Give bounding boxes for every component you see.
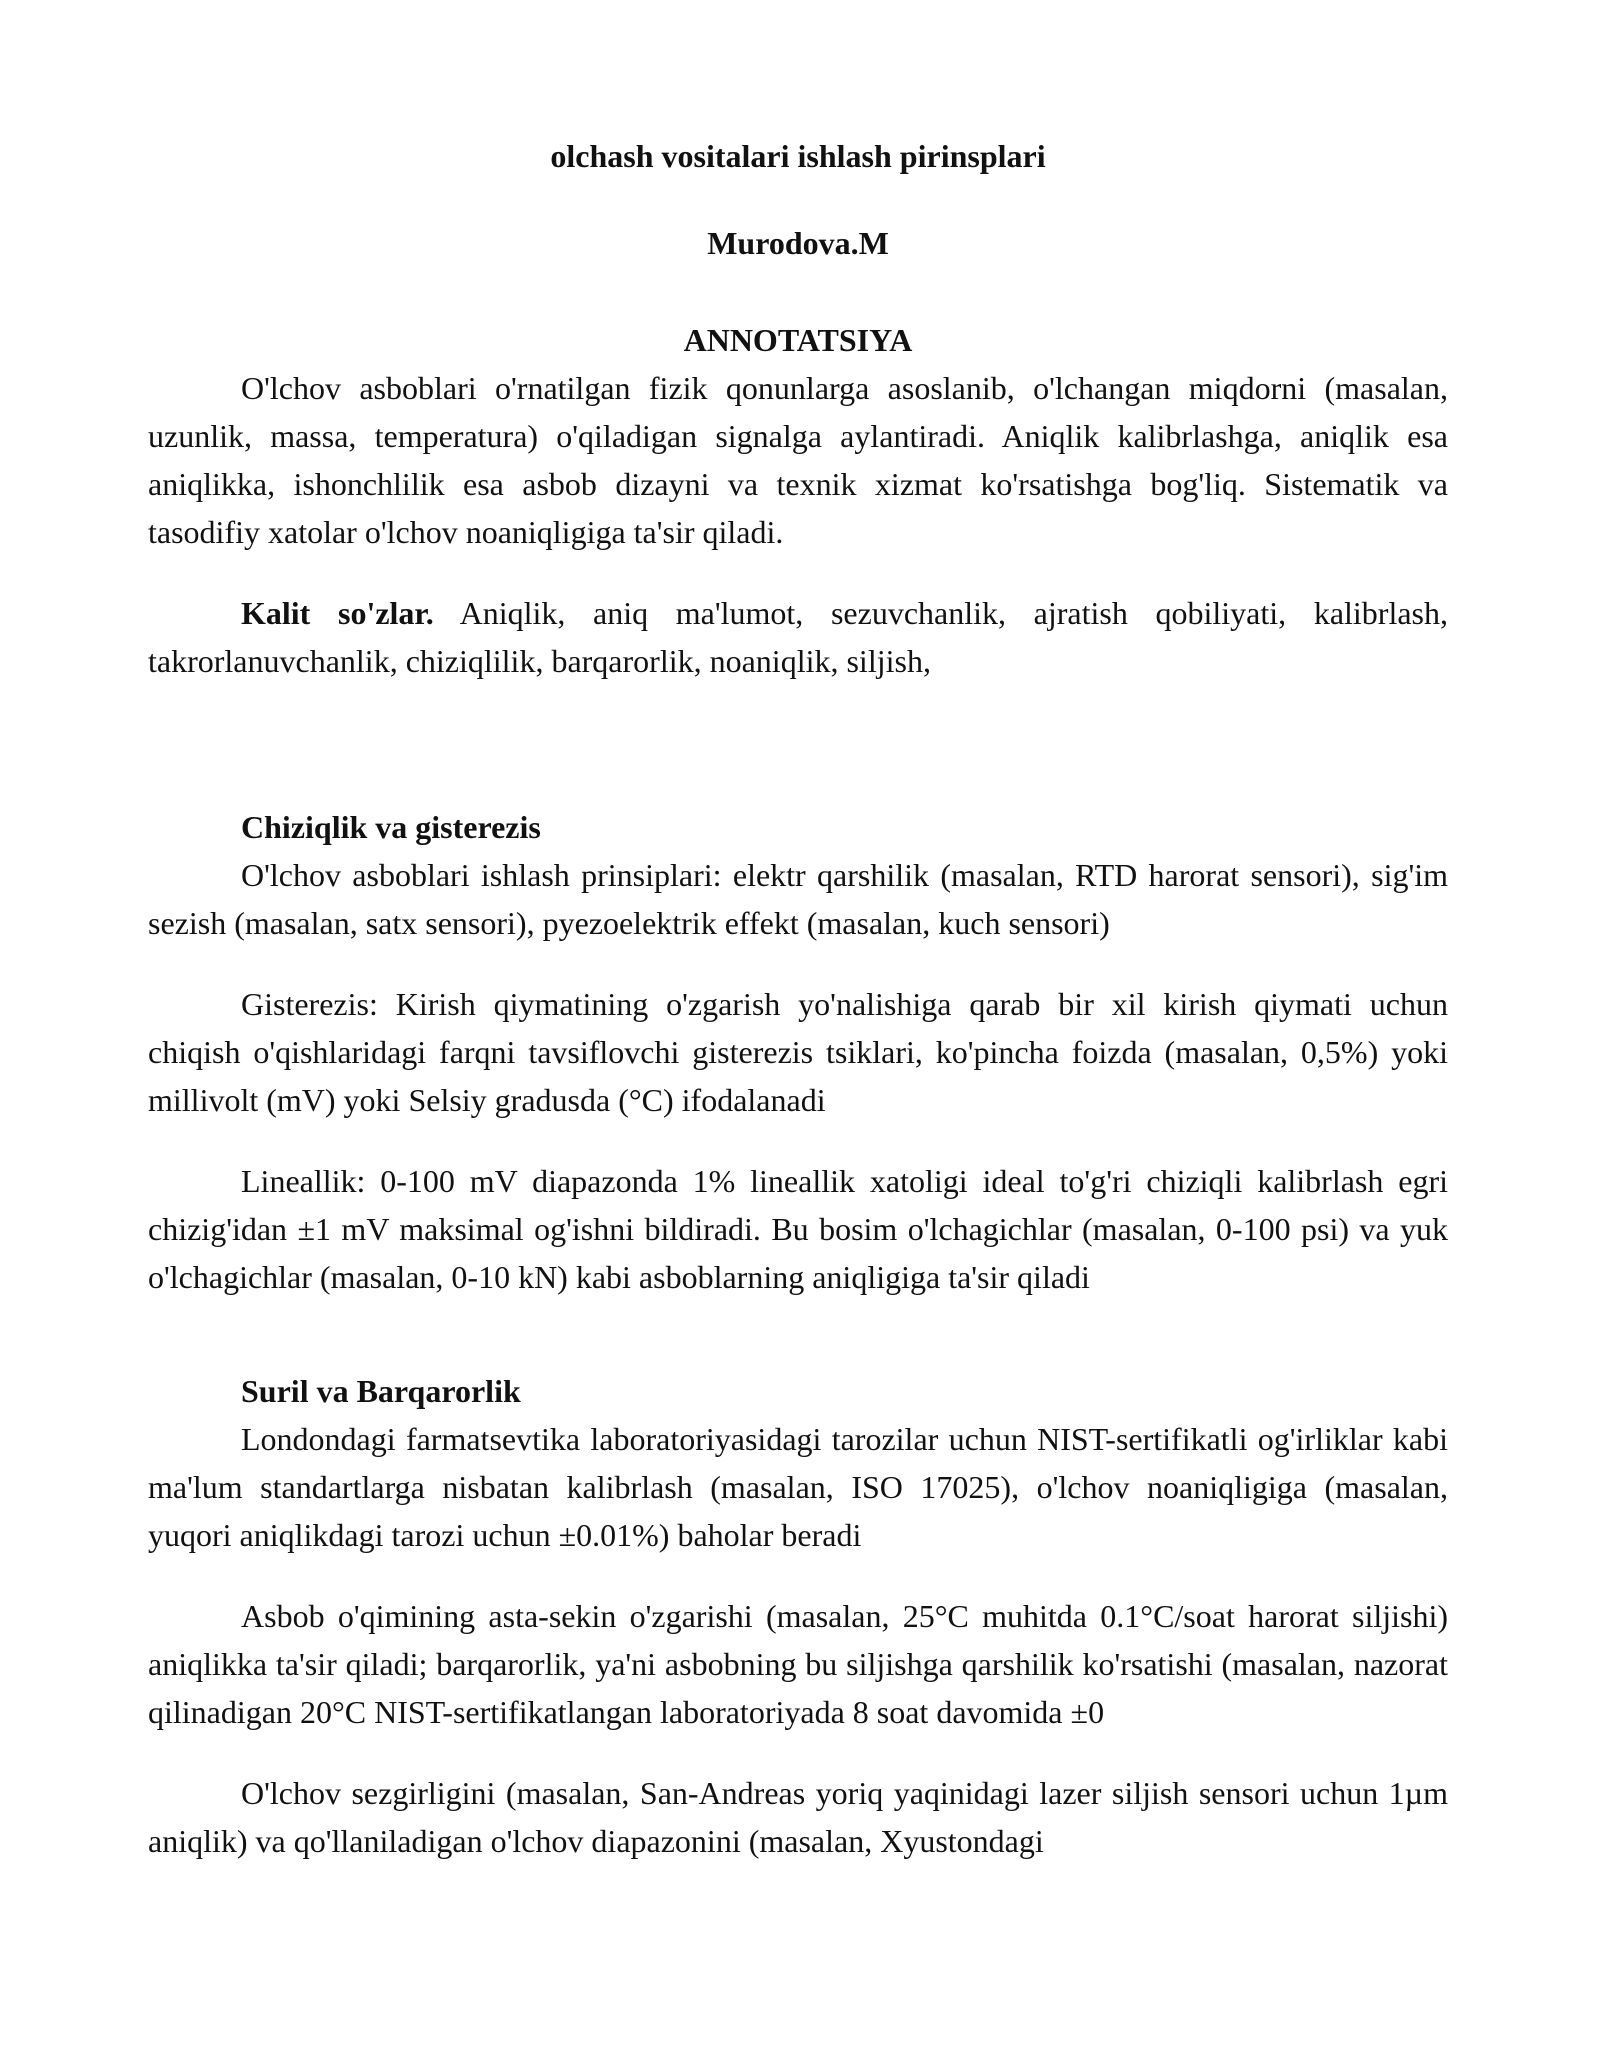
keywords-list: Aniqlik, aniq ma'lumot, sezuvchanlik, ajratish qobiliyati, kalibrlash, takrorlanuvchanlik, chiziqlilik, barqarorlik, noaniqlik, siljish, (148, 595, 1448, 679)
paragraph-hysteresis: Gisterezis: Kirish qiymatining o'zgarish yo'nalishiga qarab bir xil kirish qiymati uchun chiqish o'qishlaridagi farqni tavsiflovchi gisterezis tsiklari, ko'pincha foizda (masalan, 0,5%) yoki millivolt (mV) yoki Selsiy gradusda (°C) ifodalanadi (148, 986, 1448, 1118)
document-title: olchash vositalari ishlash pirinsplari (550, 138, 1046, 174)
annotation-paragraph: O'lchov asboblari o'rnatilgan fizik qonunlarga asoslanib, o'lchangan miqdorni (masalan, uzunlik, massa, temperatura) o'qiladigan signalga aylantiradi. Aniqlik kalibrlashga, aniqlik esa aniqlikka, ishonchlilik esa asbob dizayni va texnik xizmat ko'rsatishga bog'liq. Sistematik va tasodifiy xatolar o'lchov noaniqligiga ta'sir qiladi. (148, 370, 1448, 550)
paragraph-calibration: Londondagi farmatsevtika laboratoriyasidagi tarozilar uchun NIST-sertifikatli og'irliklar kabi ma'lum standartlarga nisbatan kalibrlash (masalan, ISO 17025), o'lchov noaniqligiga (masalan, yuqori aniqlikdagi tarozi uchun ±0.01%) baholar beradi (148, 1421, 1448, 1553)
paragraph-drift: Asbob o'qimining asta-sekin o'zgarishi (masalan, 25°C muhitda 0.1°C/soat harorat siljishi) aniqlikka ta'sir qiladi; barqarorlik, ya'ni asbobning bu siljishga qarshilik ko'rsatishi (masalan, nazorat qilinadigan 20°C NIST-sertifikatlangan laboratoriyada 8 soat davomida ±0 (148, 1598, 1448, 1730)
section-heading-linearity: Chiziqlik va gisterezis (241, 809, 541, 845)
annotation-heading: ANNOTATSIYA (683, 322, 913, 358)
paragraph-sensitivity: O'lchov sezgirligini (masalan, San-Andreas yoriq yaqinidagi lazer siljish sensori uchun 1µm aniqlik) va qo'llaniladigan o'lchov diapazonini (masalan, Xyustondagi (148, 1775, 1448, 1859)
keywords-label: Kalit so'zlar. (241, 595, 434, 631)
paragraph-linearity: Lineallik: 0-100 mV diapazonda 1% lineallik xatoligi ideal to'g'ri chiziqli kalibrlash egri chizig'idan ±1 mV maksimal og'ishni bildiradi. Bu bosim o'lchagichlar (masalan, 0-100 psi) va yuk o'lchagichlar (masalan, 0-10 kN) kabi asboblarning aniqligiga ta'sir qiladi (148, 1163, 1448, 1295)
section-heading-stability: Suril va Barqarorlik (241, 1373, 521, 1409)
keywords-paragraph (148, 589, 1448, 685)
paragraph-principles: O'lchov asboblari ishlash prinsiplari: elektr qarshilik (masalan, RTD harorat sensori), sig'im sezish (masalan, satx sensori), pyezoelektrik effekt (masalan, kuch sensori) (148, 857, 1448, 941)
document-page (148, 132, 1448, 1865)
author-name: Murodova.M (707, 225, 889, 261)
